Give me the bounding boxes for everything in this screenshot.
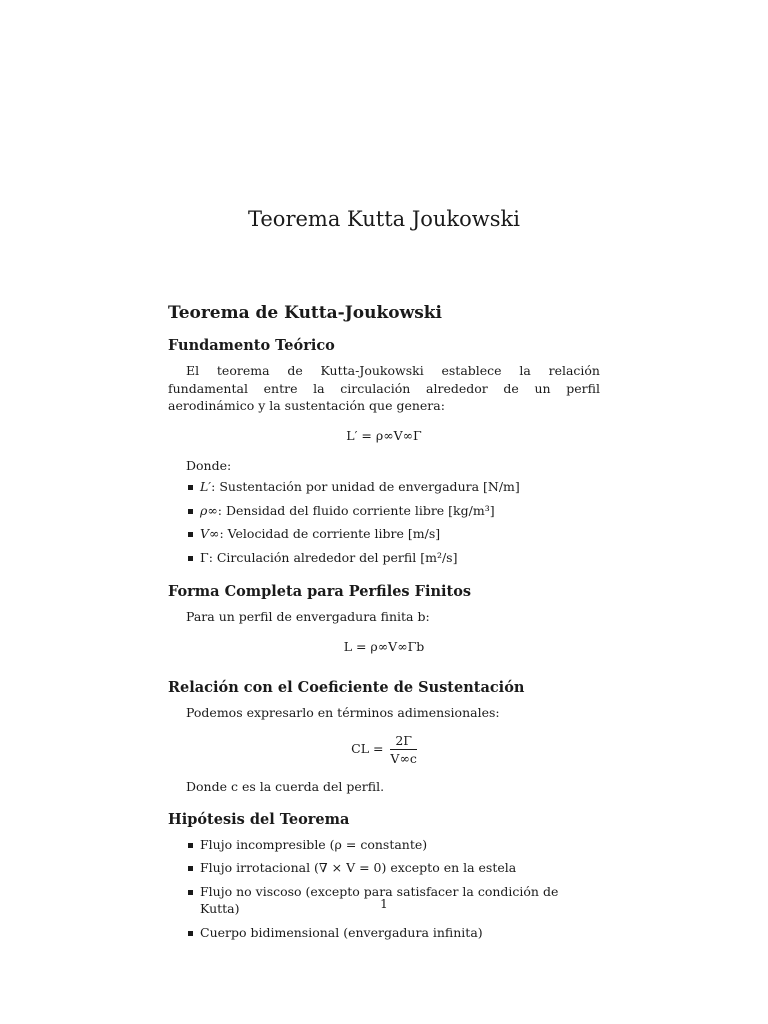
bullet-icon [188,890,193,895]
list-item-text: Flujo incompresible (ρ = constante) [200,836,428,852]
list-item [168,525,600,543]
list-item-symbol: L′ [200,479,212,494]
list-item [168,859,600,877]
section-heading: Teorema de Kutta-Joukowski [168,303,443,323]
list-item [168,478,600,496]
equation-lhs: CL = [351,741,384,756]
list-item-symbol: ρ∞ [200,502,218,518]
list-item-symbol: V∞ [200,526,220,541]
bullet-icon [188,866,193,871]
equation-total-lift: L = ρ∞V∞Γb [343,638,425,654]
hypothesis-list [168,836,600,942]
equation-lift-coefficient [168,733,600,766]
list-item [168,924,600,942]
bullet-icon [188,556,193,561]
list-item-text: Flujo no viscoso (excepto para satisfacer la condición de Kutta) [200,883,559,916]
list-item-text: : Sustentación por unidad de envergadura [N/m] [211,479,520,494]
donde-label: Donde: [186,457,232,473]
forma-paragraph: Para un perfil de envergadura finita b: [186,609,430,624]
list-item-text: : Circulación alrededor del perfil [m²/s] [208,549,458,565]
equation-lift-per-span: L′ = ρ∞V∞Γ [346,427,422,443]
bullet-icon [188,843,193,848]
bullet-icon [188,509,193,514]
subsection-fundamento-heading: Fundamento Teórico [168,337,335,354]
relacion-note: Donde c es la cuerda del perfil. [186,779,385,794]
fraction [390,733,416,766]
page-number: 1 [380,897,388,911]
subsection-hipotesis-heading: Hipótesis del Teorema [168,810,350,828]
fraction-denominator: V∞c [390,751,417,766]
bullet-icon [188,931,193,936]
list-item-text: Flujo irrotacional (∇ × V = 0) excepto en la estela [200,860,517,875]
subsection-relacion-heading: Relación con el Coeficiente de Sustentación [168,678,525,696]
list-item-text: : Densidad del fluido corriente libre [kg/m³] [217,502,495,518]
relacion-paragraph: Podemos expresarlo en términos adimensionales: [186,704,500,720]
variable-list [168,478,600,566]
document-title: Teorema Kutta Joukowski [248,207,520,231]
bullet-icon [188,485,193,490]
list-item-text: : Velocidad de corriente libre [m/s] [219,526,441,541]
bullet-icon [188,532,193,537]
fundamento-paragraph: El teorema de Kutta-Joukowski establece la relación fundamental entre la circulación alrededor de un perfil aerodinámico y la sustentación que genera: [168,363,600,413]
fraction-numerator: 2Γ [390,733,416,750]
list-item [168,836,600,854]
list-item-text: Cuerpo bidimensional (envergadura infinita) [200,924,483,940]
list-item [168,549,600,567]
main-content [168,302,600,947]
list-item [168,502,600,520]
list-item-symbol: Γ [200,549,209,565]
subsection-forma-heading: Forma Completa para Perfiles Finitos [168,583,472,600]
